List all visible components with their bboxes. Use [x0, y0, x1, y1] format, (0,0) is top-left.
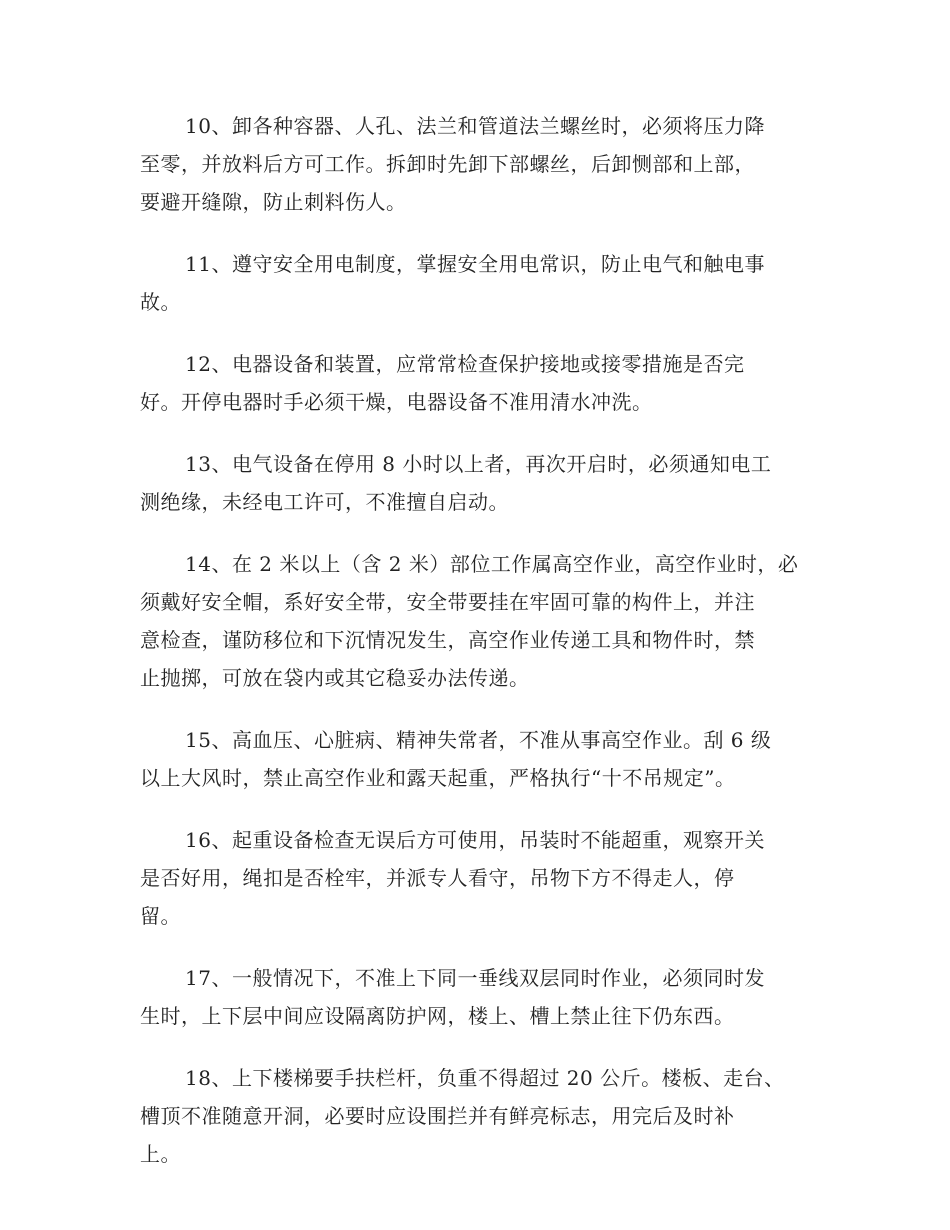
paragraph-line: 生时，上下层中间应设隔离防护网，楼上、槽上禁止往下仍东西。 — [140, 1004, 735, 1028]
paragraph-line: 测绝缘，未经电工许可，不准擅自启动。 — [140, 490, 509, 514]
paragraph-line: 故。 — [140, 290, 181, 314]
paragraph-18 — [140, 1059, 820, 1173]
paragraph-line: 12、电器设备和装置，应常常检查保护接地或接零措施是否完 — [185, 352, 745, 376]
paragraph-11 — [140, 245, 820, 321]
paragraph-line: 要避开缝隙，防止刺料伤人。 — [140, 190, 407, 214]
paragraph-12 — [140, 345, 820, 421]
paragraph-line: 11、遵守安全用电制度，掌握安全用电常识，防止电气和触电事 — [185, 252, 765, 276]
paragraph-line: 上。 — [140, 1142, 181, 1166]
paragraph-10 — [140, 107, 820, 221]
paragraph-line: 以上大风时，禁止高空作业和露天起重，严格执行“十不吊规定”。 — [140, 766, 736, 790]
paragraph-line: 止抛掷，可放在袋内或其它稳妥办法传递。 — [140, 666, 530, 690]
paragraph-13 — [140, 445, 820, 521]
paragraph-line: 留。 — [140, 904, 181, 928]
paragraph-line: 槽顶不准随意开洞，必要时应设围拦并有鲜亮标志，用完后及时补 — [140, 1104, 735, 1128]
paragraph-line: 17、一般情况下，不准上下同一垂线双层同时作业，必须同时发 — [185, 966, 765, 990]
paragraph-line: 意检查，谨防移位和下沉情况发生，高空作业传递工具和物件时，禁 — [140, 628, 755, 652]
paragraph-line: 10、卸各种容器、人孔、法兰和管道法兰螺丝时，必须将压力降 — [185, 114, 765, 138]
paragraph-line: 是否好用，绳扣是否栓牢，并派专人看守，吊物下方不得走人，停 — [140, 866, 735, 890]
paragraph-line: 16、起重设备检查无误后方可使用，吊装时不能超重，观察开关 — [185, 828, 765, 852]
paragraph-15 — [140, 721, 820, 797]
document-body — [140, 107, 820, 1197]
paragraph-line: 15、高血压、心脏病、精神失常者，不准从事高空作业。刮 6 级 — [185, 728, 772, 752]
paragraph-17 — [140, 959, 820, 1035]
paragraph-14 — [140, 545, 820, 697]
paragraph-line: 须戴好安全帽，系好安全带，安全带要挂在牢固可靠的构件上，并注 — [140, 590, 755, 614]
paragraph-line: 14、在 2 米以上（含 2 米）部位工作属高空作业，高空作业时，必 — [185, 552, 799, 576]
paragraph-line: 18、上下楼梯要手扶栏杆，负重不得超过 20 公斤。楼板、走台、 — [185, 1066, 785, 1090]
paragraph-line: 好。开停电器时手必须干燥，电器设备不准用清水冲洗。 — [140, 390, 653, 414]
paragraph-16 — [140, 821, 820, 935]
paragraph-line: 13、电气设备在停用 8 小时以上者，再次开启时，必须通知电工 — [185, 452, 772, 476]
paragraph-line: 至零，并放料后方可工作。拆卸时先卸下部螺丝，后卸恻部和上部， — [140, 152, 755, 176]
